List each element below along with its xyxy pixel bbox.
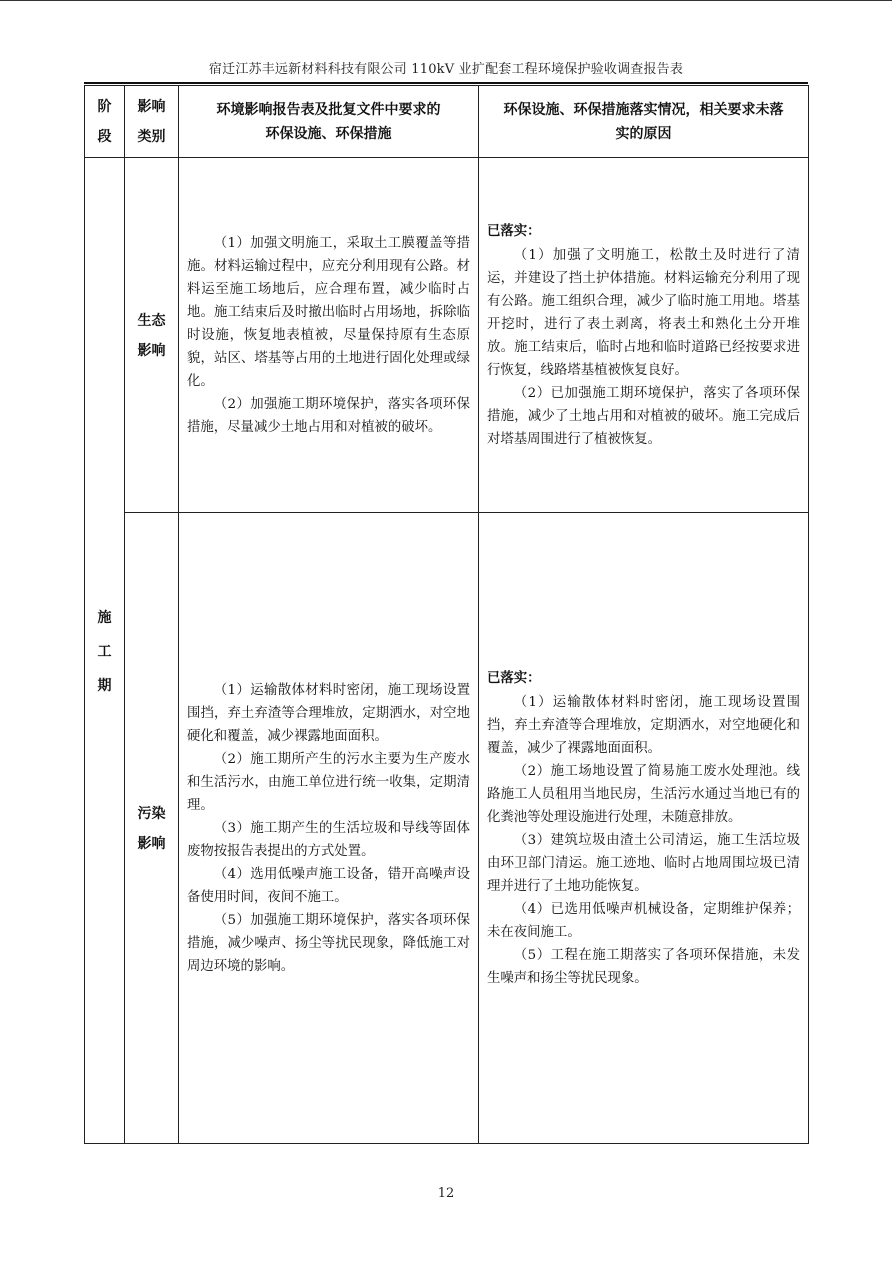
implementation-cell-ecological [479, 158, 809, 513]
implementation-item: （2）已加强施工期环境保护，落实了各项环保措施，减少了土地占用和对植被的破坏。施工完成后对塔基周围进行了植被恢复。 [487, 385, 800, 447]
implementation-item: （1）运输散体材料时密闭，施工现场设置围挡，弃土弃渣等合理堆放，定期洒水，对空地硬化和覆盖，减少了裸露地面面积。 [487, 694, 800, 756]
requirement-item: （2）加强施工期环境保护，落实各项环保措施，尽量减少土地占用和对植被的破坏。 [187, 396, 470, 435]
column-header-requirements [179, 86, 479, 158]
requirement-item: （1）加强文明施工，采取土工膜覆盖等措施。材料运输过程中，应充分利用现有公路。材料运至施工场地后，应合理布置，减少临时占地。施工结束后及时撤出临时占用场地，拆除临时设施，恢复地表植被，尽量保持原有生态原貌，站区、塔基等占用的土地进行固化处理或绿化。 [187, 235, 470, 389]
column-header-stage-line: 段 [97, 128, 112, 145]
category-cell-pollution [125, 513, 179, 1144]
category-label-line: 生态 [137, 313, 166, 329]
stage-char: 工 [97, 643, 112, 660]
stage-char: 期 [97, 677, 112, 694]
implementation-item: （2）施工场地设置了简易施工废水处理池。线路施工人员租用当地民房，生活污水通过当地已有的化粪池等处理设施进行处理，未随意排放。 [487, 763, 800, 825]
category-cell-ecological [125, 158, 179, 513]
requirements-cell-pollution [179, 513, 479, 1144]
implementation-item: （3）建筑垃圾由渣土公司清运，施工生活垃圾由环卫部门清运。施工迹地、临时占地周围垃圾已清理并进行了土地功能恢复。 [487, 832, 800, 894]
table-row-pollution [85, 513, 809, 1144]
table-header-row [85, 86, 809, 158]
status-label: 已落实： [487, 222, 541, 239]
report-header-title: 宿迁江苏丰远新材料科技有限公司 110kV 业扩配套工程环境保护验收调查报告表 [208, 62, 684, 77]
category-label-line: 影响 [137, 836, 166, 852]
stage-cell [85, 158, 125, 1144]
requirement-item: （4）选用低噪声施工设备，错开高噪声设备使用时间，夜间不施工。 [187, 866, 470, 905]
implementation-item: （1）加强了文明施工，松散土及时进行了清运，并建设了挡土护体措施。材料运输充分利用了现有公路。施工组织合理，减少了临时施工用地。塔基开挖时，进行了表土剥离，将表土和熟化土分开堆放。施工结束后，临时占地和临时道路已经按要求进行恢复，线路塔基植被恢复良好。 [487, 247, 800, 378]
header-rule [84, 82, 808, 84]
column-header-implementation-line: 实的原因 [615, 125, 672, 142]
column-header-stage-line: 阶 [97, 98, 112, 115]
requirement-item: （3）施工期产生的生活垃圾和导线等固体废物按报告表提出的方式处置。 [187, 820, 470, 859]
column-header-implementation-line: 环保设施、环保措施落实情况，相关要求未落 [503, 101, 784, 118]
environmental-measures-table [84, 85, 809, 1144]
column-header-category [125, 86, 179, 158]
status-label: 已落实： [487, 669, 541, 686]
requirement-item: （5）加强施工期环境保护，落实各项环保措施，减少噪声、扬尘等扰民现象，降低施工对周边环境的影响。 [187, 912, 470, 974]
page-number: 12 [437, 1186, 455, 1201]
category-label-line: 影响 [137, 343, 166, 359]
column-header-category-line: 类别 [137, 128, 166, 145]
requirements-cell-ecological [179, 158, 479, 513]
implementation-cell-pollution [479, 513, 809, 1144]
requirement-item: （2）施工期所产生的污水主要为生产废水和生活污水，由施工单位进行统一收集，定期清理。 [187, 751, 470, 813]
column-header-category-line: 影响 [137, 98, 166, 115]
table-row-ecological [85, 158, 809, 513]
implementation-item: （5）工程在施工期落实了各项环保措施，未发生噪声和扬尘等扰民现象。 [487, 947, 800, 986]
category-label-line: 污染 [137, 806, 166, 822]
requirement-item: （1）运输散体材料时密闭，施工现场设置围挡，弃土弃渣等合理堆放，定期洒水，对空地硬化和覆盖，减少裸露地面面积。 [187, 682, 470, 744]
column-header-requirements-line: 环境影响报告表及批复文件中要求的 [216, 101, 441, 118]
implementation-item: （4）已选用低噪声机械设备，定期维护保养；未在夜间施工。 [487, 901, 800, 940]
stage-char: 施 [97, 609, 112, 626]
page-top-border [0, 0, 892, 1]
column-header-stage [85, 86, 125, 158]
column-header-implementation [479, 86, 809, 158]
column-header-requirements-line: 环保设施、环保措施 [265, 125, 392, 142]
